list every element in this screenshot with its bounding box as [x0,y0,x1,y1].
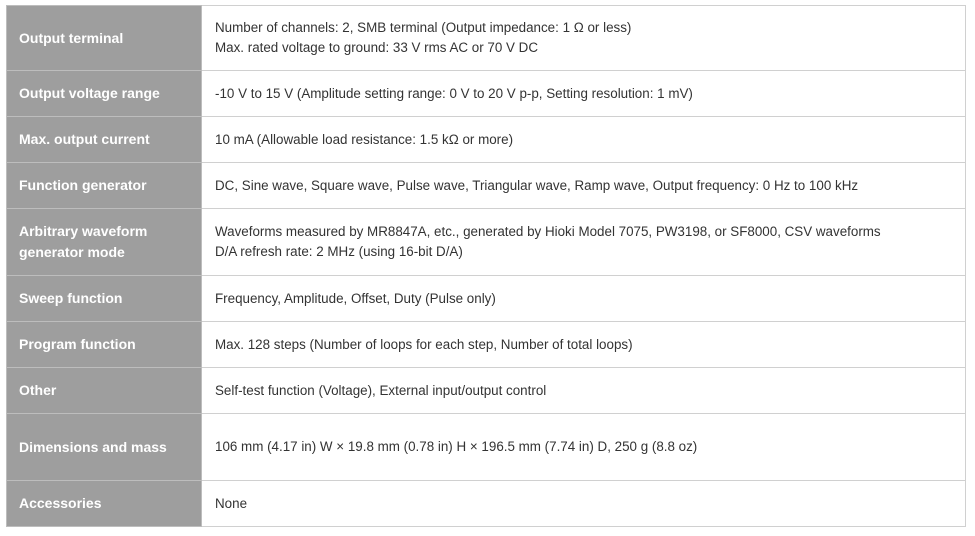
spec-value-line: Number of channels: 2, SMB terminal (Output impedance: 1 Ω or less) [215,20,632,35]
spec-label: Sweep function [7,276,202,322]
spec-row-function-generator [7,163,966,209]
spec-label: Output voltage range [7,71,202,117]
spec-table [6,5,966,527]
spec-value [202,117,966,163]
spec-value [202,6,966,71]
spec-value [202,163,966,209]
spec-row-dimensions-mass [7,414,966,481]
spec-label: Other [7,368,202,414]
spec-value-line: DC, Sine wave, Square wave, Pulse wave, Triangular wave, Ramp wave, Output frequency: 0 Hz to 100 kHz [215,177,859,193]
spec-value-line: Waveforms measured by MR8847A, etc., generated by Hioki Model 7075, PW3198, or SF8000, CSV waveforms [215,224,881,239]
spec-value-line: D/A refresh rate: 2 MHz (using 16-bit D/A) [215,244,463,259]
spec-label: Accessories [7,481,202,527]
spec-label: Arbitrary waveform generator mode [7,209,202,276]
spec-label: Function generator [7,163,202,209]
spec-value [202,209,966,276]
spec-row-sweep-function [7,276,966,322]
spec-value [202,481,966,527]
spec-row-max-output-current [7,117,966,163]
spec-value-line: Frequency, Amplitude, Offset, Duty (Pulse only) [215,290,496,306]
spec-label: Program function [7,322,202,368]
spec-row-arbitrary-waveform [7,209,966,276]
spec-value-line: Max. rated voltage to ground: 33 V rms AC or 70 V DC [215,40,539,55]
spec-row-other [7,368,966,414]
spec-value-line: 106 mm (4.17 in) W × 19.8 mm (0.78 in) H × 196.5 mm (7.74 in) D, 250 g (8.8 oz) [215,439,698,454]
spec-row-accessories [7,481,966,527]
spec-row-output-terminal [7,6,966,71]
spec-value [202,414,966,481]
spec-value [202,276,966,322]
spec-value-line: Max. 128 steps (Number of loops for each step, Number of total loops) [215,336,633,352]
spec-value [202,368,966,414]
spec-value [202,322,966,368]
spec-value-line: Self-test function (Voltage), External input/output control [215,382,547,398]
spec-row-output-voltage-range [7,71,966,117]
spec-label: Output terminal [7,6,202,71]
spec-value-line: None [215,495,248,511]
spec-row-program-function [7,322,966,368]
spec-value-line: -10 V to 15 V (Amplitude setting range: 0 V to 20 V p-p, Setting resolution: 1 mV) [215,85,693,101]
spec-value-line: 10 mA (Allowable load resistance: 1.5 kΩ or more) [215,131,514,147]
spec-label: Dimensions and mass [7,414,202,481]
spec-value [202,71,966,117]
spec-label: Max. output current [7,117,202,163]
